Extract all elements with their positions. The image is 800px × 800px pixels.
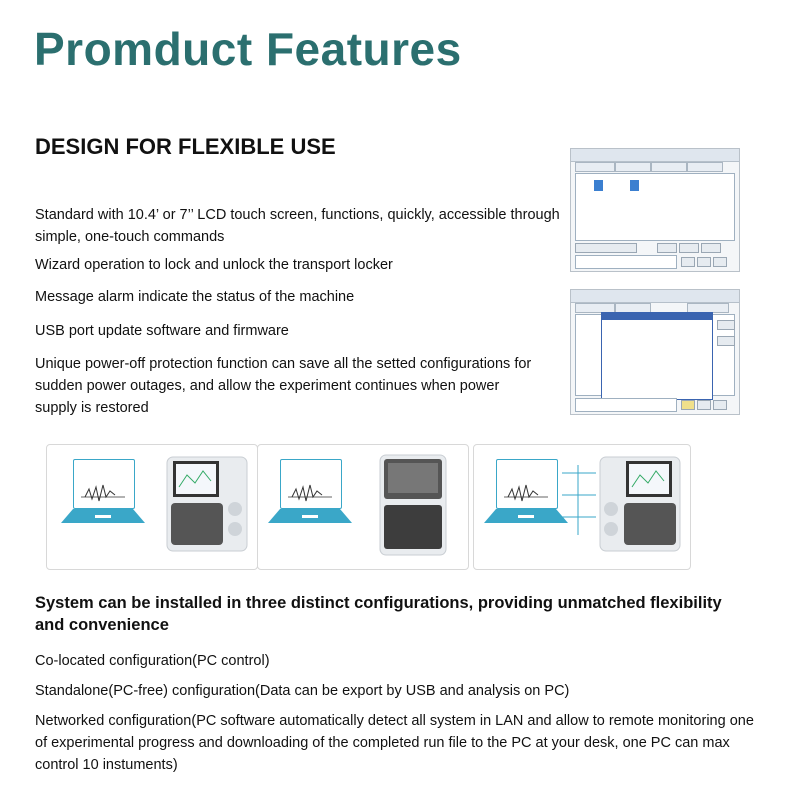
dialog-title-bar — [602, 313, 712, 320]
window-title-bar — [571, 290, 739, 303]
tab — [615, 162, 651, 172]
config-item-standalone: Standalone(PC-free) configuration(Data can be export by USB and analysis on PC) — [35, 683, 570, 699]
button — [717, 336, 735, 346]
button — [713, 257, 727, 267]
button — [657, 243, 677, 253]
config-item-networked: Networked configuration(PC software automatically detect all system in LAN and allow to remote monitoring one of experimental progress and downloading of the completed run file to the PC at your desk, one PC can max control 10 instuments) — [35, 713, 754, 773]
config-standalone-illustration — [257, 444, 469, 570]
message-dialog — [601, 312, 713, 400]
feature-usb-update: USB port update software and firmware — [35, 323, 289, 339]
status-pane — [575, 255, 677, 269]
network-lines-icon — [560, 455, 600, 545]
design-heading: DESIGN FOR FLEXIBLE USE — [35, 134, 336, 159]
button — [701, 243, 721, 253]
feature-power-off-protection: Unique power-off protection function can save all the setted configurations for sudden power outages, and allow the experiment continues when power supply is restored — [35, 356, 532, 416]
button — [713, 400, 727, 410]
button — [697, 400, 711, 410]
instrument-icon — [376, 451, 452, 564]
path-field — [575, 243, 637, 253]
button — [697, 257, 711, 267]
feature-transport-locker: Wizard operation to lock and unlock the transport locker — [35, 257, 393, 273]
file-icon — [630, 180, 639, 191]
file-icon — [594, 180, 603, 191]
config-networked-illustration — [473, 444, 691, 570]
feature-touch-screen: Standard with 10.4’ or 7’’ LCD touch screen, functions, quickly, accessible through simple, one-touch commands — [35, 207, 560, 245]
instrument-icon — [598, 453, 684, 560]
window-title-bar — [571, 149, 739, 162]
instrument-icon — [165, 453, 251, 560]
tab — [575, 162, 615, 172]
file-list-pane — [575, 173, 735, 241]
software-screenshot-dialog — [570, 289, 740, 415]
page-title: Promduct Features — [34, 23, 462, 75]
button — [681, 257, 695, 267]
config-colocated-illustration — [46, 444, 258, 570]
configurations-heading: System can be installed in three distinct configurations, providing unmatched flexibility and convenience — [35, 594, 722, 634]
config-item-colocated: Co-located configuration(PC control) — [35, 653, 270, 669]
tab — [651, 162, 687, 172]
button — [681, 400, 695, 410]
software-screenshot-file-list — [570, 148, 740, 272]
feature-message-alarm: Message alarm indicate the status of the machine — [35, 289, 355, 305]
button — [679, 243, 699, 253]
status-pane — [575, 398, 677, 412]
tab — [687, 162, 723, 172]
button — [717, 320, 735, 330]
